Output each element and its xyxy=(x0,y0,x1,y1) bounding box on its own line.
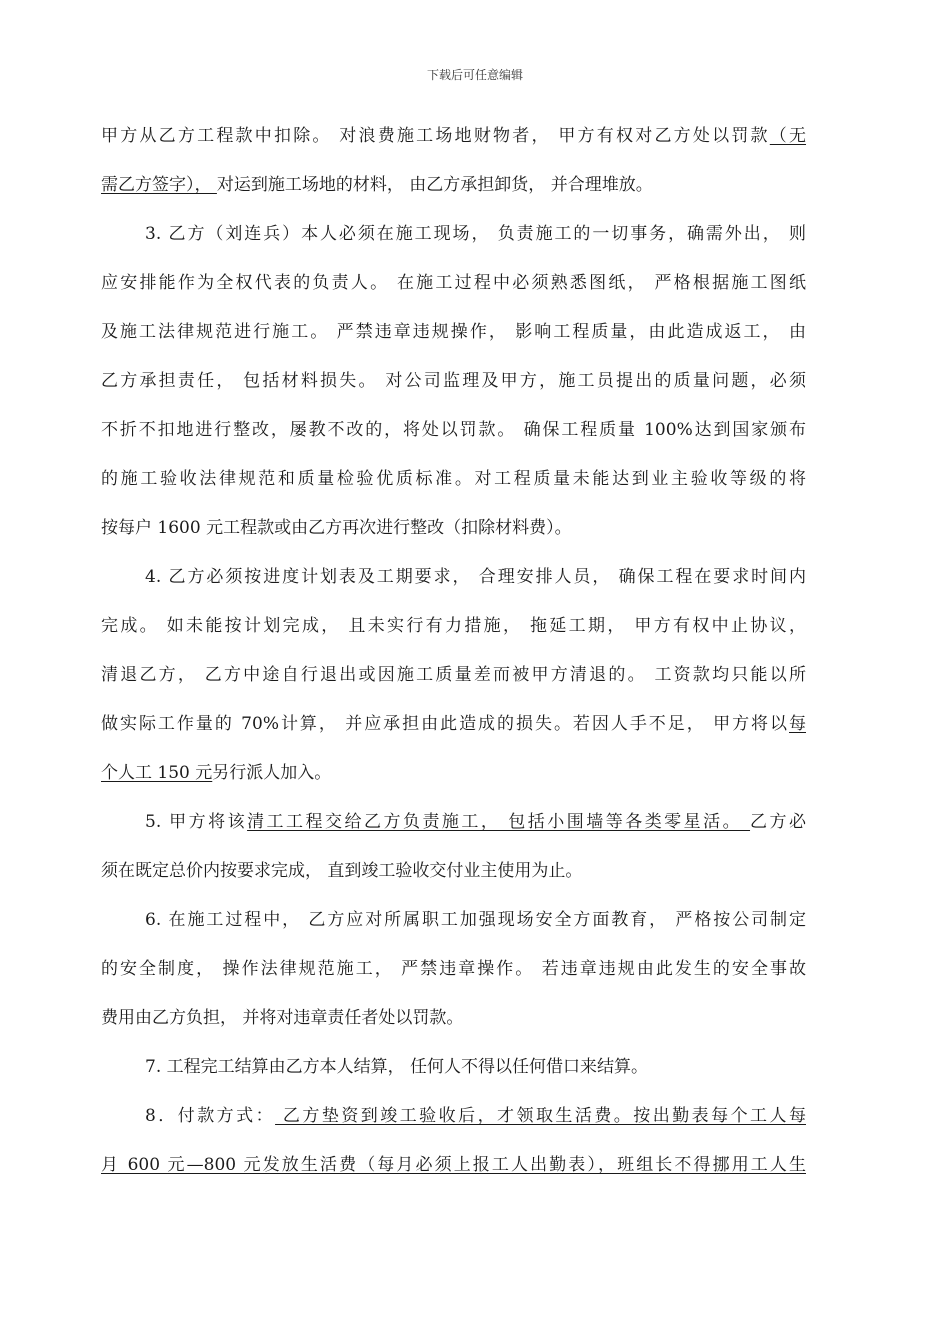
underlined-text: 每 xyxy=(789,714,806,734)
text-segment: 的安全制度， 操作法律规范施工， 严禁违章操作。 若违章违规由此发生的安全事故 xyxy=(101,959,806,979)
text-segment: 3. 乙方（刘连兵）本人必须在施工现场， 负责施工的一切事务，确需外出， 则 xyxy=(145,224,806,244)
text-segment: 清退乙方， 乙方中途自行退出或因施工质量差而被甲方清退的。 工资款均只能以所 xyxy=(101,665,806,685)
text-line xyxy=(101,265,806,314)
text-segment: 乙方必 xyxy=(750,812,807,832)
text-segment: 费用由乙方负担， 并将对违章责任者处以罚款。 xyxy=(101,1008,464,1028)
paragraph-4-line xyxy=(101,559,806,608)
document-body xyxy=(101,118,806,1196)
text-line xyxy=(101,167,806,216)
text-segment: 5. 甲方将该 xyxy=(145,812,248,832)
text-segment: 做实际工作量的 70%计算， 并应承担由此造成的损失。若因人手不足， 甲方将以 xyxy=(101,714,789,734)
text-segment: 8．付款方式： xyxy=(145,1106,276,1126)
text-segment: 及施工法律规范进行施工。 严禁违章违规操作， 影响工程质量，由此造成返工， 由 xyxy=(101,322,806,342)
text-line xyxy=(101,608,806,657)
underlined-line xyxy=(101,1147,806,1196)
underlined-text: 清工工程交给乙方负责施工， 包括小围墙等各类零星活。 xyxy=(247,812,751,832)
paragraph-8-line xyxy=(101,1098,806,1147)
underlined-text: 个人工 150 元 xyxy=(101,763,213,783)
text-line xyxy=(101,412,806,461)
text-line xyxy=(101,951,806,1000)
text-segment: 应安排能作为全权代表的负责人。 在施工过程中必须熟悉图纸， 严格根据施工图纸 xyxy=(101,273,806,293)
text-segment: 须在既定总价内按要求完成， 直到竣工验收交付业主使用为止。 xyxy=(101,861,583,881)
text-line xyxy=(101,657,806,706)
text-segment: 甲方从乙方工程款中扣除。 对浪费施工场地财物者， 甲方有权对乙方处以罚款 xyxy=(101,126,770,146)
text-segment: 按每户 1600 元工程款或由乙方再次进行整改（扣除材料费）。 xyxy=(101,518,572,538)
paragraph-5-line xyxy=(101,804,806,853)
text-segment: 6. 在施工过程中， 乙方应对所属职工加强现场安全方面教育， 严格按公司制定 xyxy=(145,910,806,930)
text-segment: 7. 工程完工结算由乙方本人结算， 任何人不得以任何借口来结算。 xyxy=(145,1057,649,1077)
text-line xyxy=(101,461,806,510)
text-segment: 不折不扣地进行整改，屡教不改的，将处以罚款。 确保工程质量 100%达到国家颁布 xyxy=(101,420,806,440)
text-line xyxy=(101,363,806,412)
text-segment: 的施工验收法律规范和质量检验优质标准。对工程质量未能达到业主验收等级的将 xyxy=(101,469,806,489)
text-segment: 4. 乙方必须按进度计划表及工期要求， 合理安排人员， 确保工程在要求时间内 xyxy=(145,567,806,587)
text-line xyxy=(101,853,806,902)
text-segment: 另行派人加入。 xyxy=(212,763,332,783)
underlined-text: 需乙方签字）， xyxy=(101,175,217,195)
text-line xyxy=(101,1000,806,1049)
text-segment: 完成。 如未能按计划完成， 且未实行有力措施， 拖延工期， 甲方有权中止协议， xyxy=(101,616,806,636)
paragraph-3-line xyxy=(101,216,806,265)
paragraph-6-line xyxy=(101,902,806,951)
text-line xyxy=(101,755,806,804)
page-header: 下载后可任意编辑 xyxy=(426,68,523,82)
text-line xyxy=(101,510,806,559)
text-segment: 乙方承担责任， 包括材料损失。 对公司监理及甲方，施工员提出的质量问题，必须 xyxy=(101,371,806,391)
text-line xyxy=(101,118,806,167)
underlined-text: （无 xyxy=(769,126,807,146)
text-line xyxy=(101,314,806,363)
text-segment: 对运到施工场地的材料， 由乙方承担卸货， 并合理堆放。 xyxy=(216,175,653,195)
underlined-text: 乙方垫资到竣工验收后，才领取生活费。按出勤表每个工人每 xyxy=(275,1106,806,1126)
text-segment: 月 600 元—800 元发放生活费（每月必须上报工人出勤表），班组长不得挪用工人生 xyxy=(101,1155,806,1175)
paragraph-7-line xyxy=(101,1049,806,1098)
text-line xyxy=(101,706,806,755)
